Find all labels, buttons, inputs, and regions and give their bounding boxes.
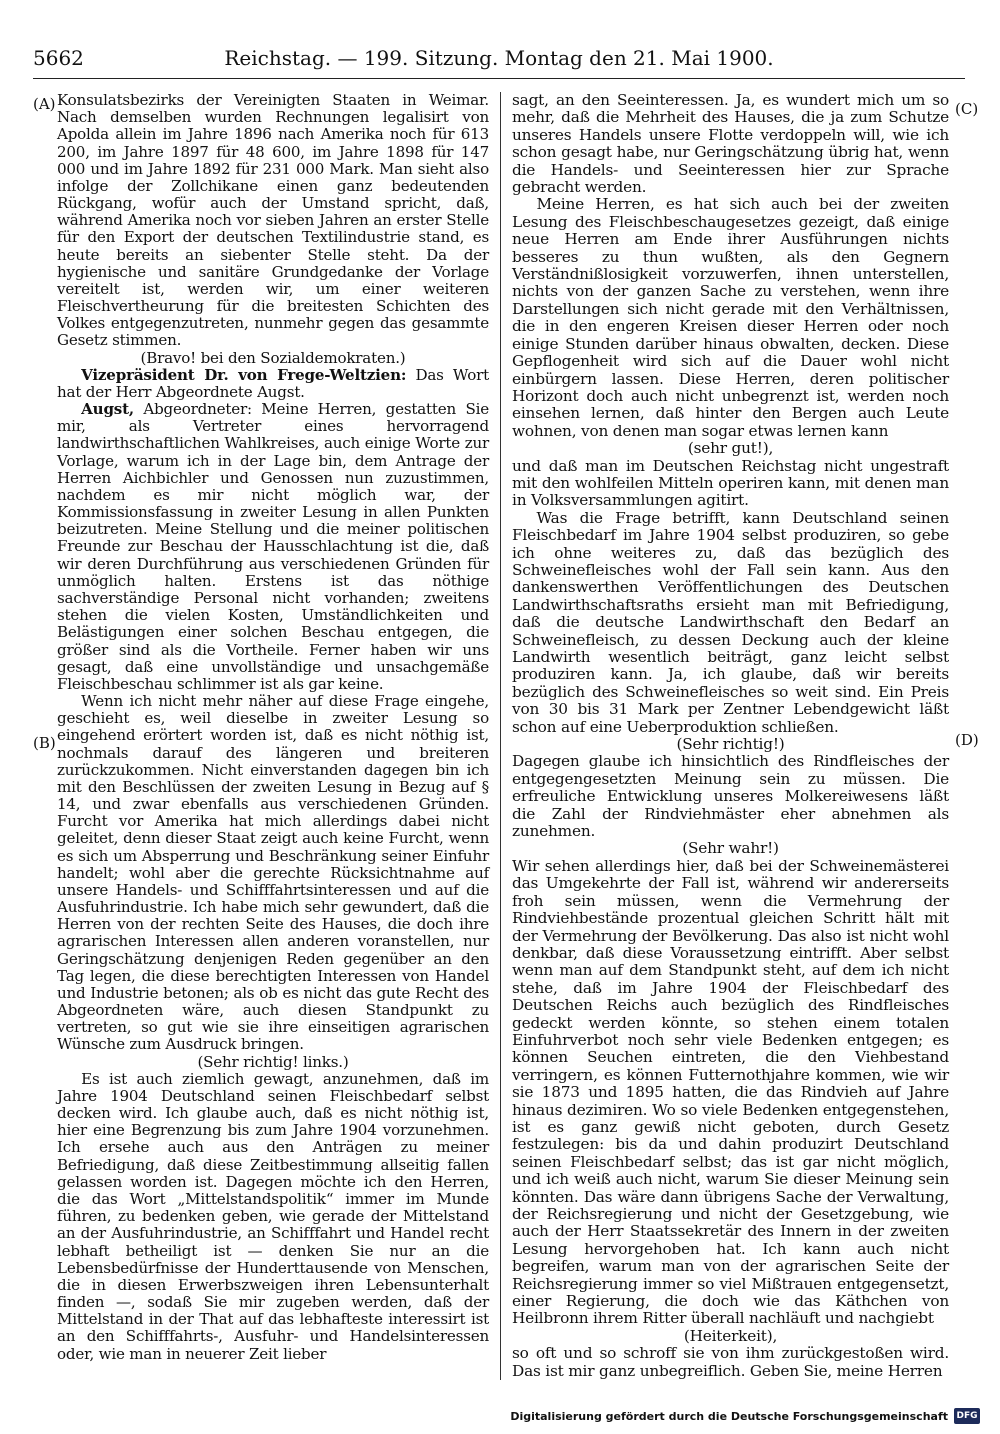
column-divider (500, 92, 501, 1380)
speaker-name: Vizepräsident Dr. von Frege-Weltzien: (81, 365, 407, 384)
footer-text: Digitalisierung gefördert durch die Deutsche Forschungsgemeinschaft (510, 1409, 948, 1423)
paragraph: Wenn ich nicht mehr näher auf diese Frage eingehe, geschieht es, weil dieselbe in zweiter Lesung so eingehend erörtert worden ist, daß es nicht nöthig ist, nochmals darauf des längeren und breiteren zurückzukommen. Nicht einverstanden dagegen bin ich mit den Beschlüssen der zweiten Lesung in Bezug auf § 14, und zwar ebenfalls aus verschiedenen Gründen. Furcht vor Amerika hat mich allerdings dabei nicht geleitet, denn dieser Staat zeigt auch keine Furcht, wenn es sich um Absperrung und Beschränkung seiner Einfuhr handelt; wohl aber die gerechte Rücksichtnahme auf unsere Handels- und Schifffahrtsinteressen und auf die Ausfuhrindustrie. Ich habe mich sehr gewundert, daß die Herren von der rechten Seite des Hauses, die doch ihre agrarischen Interessen allen anderen voranstellen, nur Geringschätzung denjenigen Reden gegenüber an den Tag legen, die diese berechtigten Interessen von Handel und Industrie betonen; als ob es nicht das gute Recht des Abgeordneten wäre, auch diesen Standpunkt zu vertreten, so gut wie sie ihre einseitigen agrarischen Wünsche zum Ausdruck bringen. (57, 692, 489, 1054)
interjection: (Sehr richtig!) (676, 735, 785, 754)
page-header (33, 44, 965, 79)
paragraph: sagt, an den Seeinteressen. Ja, es wundert mich um so mehr, daß die Mehrheit des Hauses, die ja zum Schutze unseres Handels unsere Flotte verdoppeln will, wie ich schon gesagt habe, nur Geringschätzung übrig hat, wenn die Handels- und Seeinteressen hier zur Sprache gebracht werden. (512, 91, 949, 197)
paragraph: Was die Frage betrifft, kann Deutschland seinen Fleischbedarf im Jahre 1904 selbst produziren, so gebe ich ohne weiteres zu, daß das bezüglich des Schweinefleisches wohl der Fall sein kann. Aus den dankenswerthen Veröffentlichungen des Deutschen Landwirthschaftsraths ersieht man mit Befriedigung, daß die deutsche Landwirthschaft den Bedarf an Schweinefleisch, zu dessen Deckung auch der kleine Landwirth wesentlich beiträgt, ganz leicht selbst produziren kann. Ja, ich glaube, daß wir bereits bezüglich des Schweinefleisches so weit sind. Ein Preis von 30 bis 31 Mark per Zentner Lebendgewicht läßt schon auf eine Ueberproduktion schließen. (512, 508, 949, 736)
margin-mark-b: (B) (33, 734, 56, 752)
paragraph: Es ist auch ziemlich gewagt, anzunehmen, daß im Jahre 1904 Deutschland seinen Fleischbedarf selbst decken wird. Ich glaube auch, daß es nicht nöthig ist, hier eine Begrenzung bis zum Jahre 1904 vorzunehmen. Ich ersehe auch aus den Anträgen zu meiner Befriedigung, daß diese Zeitbestimmung allseitig fallen gelassen worden ist. Dagegen möchte ich den Herren, die das Wort „Mittelstandspolitik“ immer im Munde führen, zu bedenken geben, wie gerade der Mittelstand an der Ausfuhrindustrie, an Schifffahrt und Handel recht lebhaft betheiligt ist — denken Sie nur an die Lebensbedürfnisse der Hunderttausende von Menschen, die in diesen Erwerbszweigen ihren Lebensunterhalt finden —, sodaß Sie mir zugeben werden, daß der Mittelstand in der That auf das lebhafteste interessirt ist an den Schifffahrts-, Ausfuhr- und Handelsinteressen oder, wie man in neuerer Zeit lieber (57, 1069, 489, 1363)
running-title: Reichstag. — 199. Sitzung. Montag den 21. Mai 1900. (224, 46, 774, 70)
interjection: (Bravo! bei den Sozialdemokraten.) (140, 348, 406, 367)
dfg-logo-icon: DFG (954, 1408, 980, 1424)
paragraph: so oft und so schroff sie von ihm zurückgestoßen wird. Das ist mir ganz unbegreiflich. Geben Sie, meine Herren (512, 1344, 949, 1380)
paragraph: Konsulatsbezirks der Vereinigten Staaten in Weimar. Nach demselben wurden Rechnungen legalisirt von Apolda allein im Jahre 1896 nach Amerika noch für 613 200, im Jahre 1897 für 48 600, im Jahre 1898 für 147 000 und im Jahre 1892 für 231 000 Mark. Man sieht also infolge der Zollchikane einen ganz bedeutenden Rückgang, wofür auch der Umstand spricht, daß, während Amerika noch vor sieben Jahren an erster Stelle für den Export der deutschen Textilindustrie stand, es heute bereits an siebenter Stelle steht. Da der hygienische und sanitäre Grundgedanke der Vorlage vereitelt ist, werden wir, um einer weiteren Fleischvertheurung für die breitesten Schichten des Volkes entgegenzutreten, nunmehr gegen das gesammte Gesetz stimmen. (57, 91, 489, 350)
margin-mark-d: (D) (955, 731, 979, 749)
paragraph: Wir sehen allerdings hier, daß bei der Schweinemästerei das Umgekehrte der Fall ist, während wir andererseits froh sein müssen, wenn die Vermehrung der Rindviehbestände prozentual gleichen Schritt hält mit der Vermehrung der Bevölkerung. Das also ist nicht wohl denkbar, daß diese Voraussetzung eintrifft. Aber selbst wenn man auf dem Standpunkt steht, auf dem ich nicht stehe, daß im Jahre 1904 der Fleischbedarf des Deutschen Reichs auch bezüglich des Rindfleisches gedeckt werden könnte, so stehen einem totalen Einfuhrverbot noch sehr viele Bedenken entgegen; es können Seuchen eintreten, die den Viehbestand verringern, es können Futternothjahre kommen, wie wir sie 1873 und 1895 hatten, die das Rindvieh auf Jahre hinaus dezimiren. Wo so viele Bedenken entgegenstehen, ist es ganz gewiß nicht geboten, durch Gesetz festzulegen: bis da und dahin produzirt Deutschland seinen Fleischbedarf selbst; das ist gar nicht möglich, und ich weiß auch nicht, warum Sie dieser Meinung sein könnten. Das wäre dann übrigens Sache der Verwaltung, der Reichsregierung und nicht der Gesetzgebung, wie auch der Herr Staatssekretär des Innern in der zweiten Lesung hervorgehoben hat. Ich kann auch nicht begreifen, warum man von der agrarischen Seite der Reichsregierung immer so viel Mißtrauen entgegensetzt, einer Regierung, die doch wie das Käthchen von Heilbronn ihrem Ritter überall nachläuft und nachgiebt (512, 856, 949, 1328)
paragraph-text: Abgeordneter: Meine Herren, gestatten Sie mir, als Vertreter eines hervorragend landwirthschaftlichen Wahlkreises, auch einige Worte zur Vorlage, warum ich in der Lage bin, dem Antrage der Herren Aichbichler und Genossen nun zuzustimmen, nachdem es mir nicht möglich war, der Kommissionsfassung in zweiter Lesung in allen Punkten beizutreten. Meine Stellung und die meiner politischen Freunde zur Beschau der Hausschlachtung ist die, daß wir deren Durchführung aus verschiedenen Gründen für unmöglich halten. Erstens ist das nöthige sachverständige Personal nicht vorhanden; zweitens stehen die vielen Kosten, Umständlichkeiten und Belästigungen einer solchen Beschau entgegen, die größer sind als die Vortheile. Ferner haben wir uns gesagt, daß eine unvollständige und unsachgemäße Fleischbeschau schlimmer ist als gar keine. (57, 400, 489, 693)
right-column (512, 92, 949, 1380)
page-number: 5662 (33, 46, 84, 70)
interjection: (Heiterkeit), (683, 1326, 778, 1345)
interjection: (sehr gut!), (687, 439, 774, 458)
left-column (57, 92, 489, 1380)
paragraph (57, 367, 489, 401)
paragraph: und daß man im Deutschen Reichstag nicht ungestraft mit den wohlfeilen Mitteln operiren kann, mit denen man in Volksversammlungen agitirt. (512, 456, 949, 510)
paragraph: Dagegen glaube ich hinsichtlich des Rindfleisches der entgegengesetzten Meinung sein zu müssen. Die erfreuliche Entwicklung unseres Molkereiwesens läßt die Zahl der Rindviehmäster eher abnehmen als zunehmen. (512, 752, 949, 841)
paragraph: Meine Herren, es hat sich auch bei der zweiten Lesung des Fleischbeschaugesetzes gezeigt, daß einige neue Herren am Ende ihrer Ausführungen nichts besseres zu thun wußten, als den Gegnern Verständnißlosigkeit vorzuwerfen, ihnen unterstellen, nichts von der ganzen Sache zu verstehen, wenn ihre Darstellungen sich nicht gerade mit den Verhältnissen, die in den engeren Kreisen dieser Herren oder noch einige Stunden darüber hinaus obwalten, decken. Diese Gepflogenheit wird sich auf die Dauer wohl nicht einbürgern lassen. Diese Herren, deren politischer Horizont doch auch nicht unbegrenzt ist, werden noch einsehen lernen, daß hinter den Bergen auch Leute wohnen, von denen man sogar etwas lernen kann (512, 195, 949, 440)
paragraph-text: Das Wort hat der Herr Abgeordnete Augst. (57, 365, 489, 401)
margin-mark-a: (A) (33, 95, 56, 113)
speaker-name: Augst, (81, 400, 134, 419)
paragraph (57, 401, 489, 693)
margin-mark-c: (C) (955, 100, 979, 118)
interjection: (Sehr wahr!) (682, 839, 779, 858)
interjection: (Sehr richtig! links.) (197, 1052, 349, 1071)
footer-credit (510, 1405, 980, 1427)
